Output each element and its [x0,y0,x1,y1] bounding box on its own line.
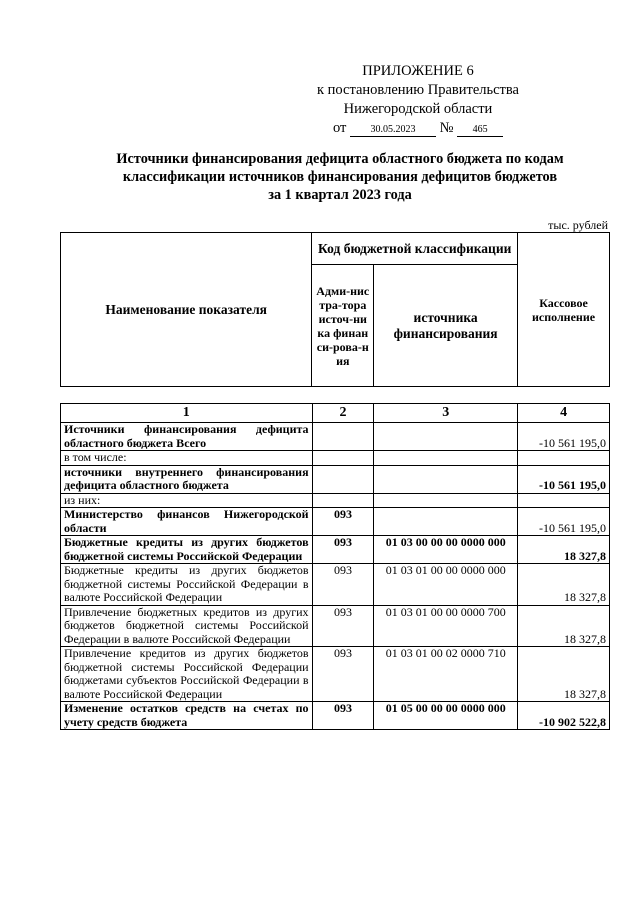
column-number: 3 [374,404,518,423]
row-amount: 18 327,8 [518,605,610,647]
annex-line-2: к постановлению Правительства [317,82,519,98]
from-label: от [332,120,347,136]
row-source-code: 01 05 00 00 00 0000 000 [374,702,518,730]
column-number: 4 [518,404,610,423]
row-admin-code [312,493,374,508]
decree-date: 30.05.2023 [350,124,436,137]
header-execution: Кассовое исполнение [518,233,610,387]
column-number: 2 [312,404,374,423]
decree-number: 465 [457,124,503,137]
row-source-code [374,451,518,466]
row-amount: -10 561 195,0 [518,508,610,536]
row-admin-code: 093 [312,647,374,702]
row-source-code: 01 03 01 00 00 0000 000 [374,564,518,606]
header-source: источника финансирования [374,265,518,387]
row-source-code [374,508,518,536]
row-name: в том числе: [61,451,313,466]
unit-label: тыс. рублей [548,218,608,232]
row-admin-code [312,465,374,493]
row-source-code: 01 03 01 00 02 0000 710 [374,647,518,702]
row-admin-code [312,423,374,451]
number-label: № [439,120,454,136]
row-name: из них: [61,493,313,508]
row-admin-code: 093 [312,508,374,536]
header-administrator: Адми-нистра-тора источ-ника финанси-рова-ния [312,265,374,387]
annex-line-3: Нижегородской области [343,101,493,117]
header-code-group: Код бюджетной классификации [312,233,518,265]
header-name: Наименование показателя [61,233,312,387]
row-name: Привлечение кредитов из других бюджетов бюджетной системы Российской Федерации бюджетами субъектов Российской Федерации в валюте Российской Федерации [61,647,313,702]
row-admin-code: 093 [312,536,374,564]
table-row [61,493,610,508]
annex-block [300,62,536,138]
title-line-1: Источники финансирования дефицита областного бюджета по кодам [116,151,564,167]
row-amount: 18 327,8 [518,536,610,564]
table-row [61,465,610,493]
table-row [61,647,610,702]
row-amount [518,493,610,508]
document-title [60,150,620,204]
row-name: Источники финансирования дефицита областного бюджета Всего [61,423,313,451]
row-name: Привлечение бюджетных кредитов из других бюджетов бюджетной системы Российской Федерации в валюте Российской Федерации [61,605,313,647]
row-admin-code: 093 [312,605,374,647]
table-row [61,605,610,647]
row-name: Бюджетные кредиты из других бюджетов бюджетной системы Российской Федерации [61,536,313,564]
table-row [61,508,610,536]
row-name: Министерство финансов Нижегородской области [61,508,313,536]
row-amount: -10 561 195,0 [518,423,610,451]
row-amount: -10 902 522,8 [518,702,610,730]
title-line-3: за 1 квартал 2023 года [268,187,412,203]
title-line-2: классификации источников финансирования дефицитов бюджетов [122,169,558,185]
annex-title: ПРИЛОЖЕНИЕ 6 [362,63,474,79]
column-number-row [61,404,610,423]
row-amount: 18 327,8 [518,647,610,702]
row-admin-code: 093 [312,564,374,606]
row-amount [518,451,610,466]
row-amount: -10 561 195,0 [518,465,610,493]
header-table [60,232,610,387]
data-table [60,403,610,730]
row-source-code [374,423,518,451]
row-source-code: 01 03 00 00 00 0000 000 [374,536,518,564]
row-source-code [374,493,518,508]
table-row [61,423,610,451]
row-admin-code: 093 [312,702,374,730]
table-row [61,702,610,730]
row-source-code: 01 03 01 00 00 0000 700 [374,605,518,647]
row-amount: 18 327,8 [518,564,610,606]
column-number: 1 [61,404,313,423]
row-source-code [374,465,518,493]
row-name: источники внутреннего финансирования дефицита областного бюджета [61,465,313,493]
table-row [61,451,610,466]
row-name: Бюджетные кредиты из других бюджетов бюджетной системы Российской Федерации в валюте Российской Федерации [61,564,313,606]
row-name: Изменение остатков средств на счетах по учету средств бюджета [61,702,313,730]
row-admin-code [312,451,374,466]
table-row [61,564,610,606]
table-row [61,536,610,564]
annex-date-line [300,119,536,138]
